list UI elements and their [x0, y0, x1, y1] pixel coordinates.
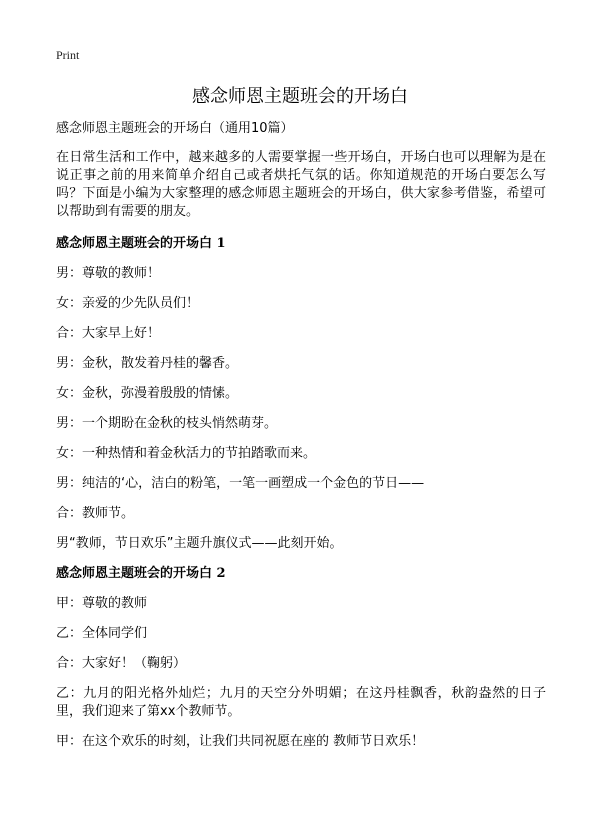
dialogue-line: 乙：九月的阳光格外灿烂；九月的天空分外明媚；在这丹桂飘香，秋韵盎然的日子里，我们迎来了第xx个教师节。	[56, 686, 546, 719]
dialogue-line: 合：大家早上好！	[56, 326, 161, 341]
section-heading-2: 感念师恩主题班会的开场白 2	[56, 566, 226, 581]
print-link[interactable]: Print	[56, 48, 80, 62]
dialogue-line: 女：一种热情和着金秋活力的节拍踏歌而来。	[56, 446, 317, 461]
dialogue-line: 女：金秋，弥漫着殷殷的情愫。	[56, 386, 239, 401]
dialogue-line: 合：大家好！（鞠躬）	[56, 656, 187, 671]
dialogue-line: 甲：在这个欢乐的时刻，让我们共同祝愿在座的 教师节日欢乐！	[56, 734, 425, 749]
document-subtitle: 感念师恩主题班会的开场白（通用10篇）	[56, 121, 294, 136]
dialogue-line: 男：金秋，散发着丹桂的馨香。	[56, 356, 239, 371]
document-body	[56, 120, 546, 763]
section-heading-1: 感念师恩主题班会的开场白 1	[56, 236, 226, 251]
dialogue-line: 甲：尊敬的教师	[56, 596, 148, 611]
dialogue-line: 男“教师，节日欢乐”主题升旗仪式——此刻开始。	[56, 536, 343, 551]
dialogue-line: 合：教师节。	[56, 506, 135, 521]
dialogue-line: 男：尊敬的教师！	[56, 266, 161, 281]
document-title: 感念师恩主题班会的开场白	[192, 86, 408, 107]
intro-paragraph: 在日常生活和工作中，越来越多的人需要掌握一些开场白，开场白也可以理解为是在说正事之前的用来简单介绍自己或者烘托气氛的话。你知道规范的开场白要怎么写吗？下面是小编为大家整理的感念师恩主题班会的开场白，供大家参考借鉴，希望可以帮助到有需要的朋友。	[56, 150, 546, 219]
dialogue-line: 男：一个期盼在金秋的枝头悄然萌芽。	[56, 416, 278, 431]
dialogue-line: 女：亲爱的少先队员们！	[56, 296, 200, 311]
dialogue-line: 乙：全体同学们	[56, 626, 148, 641]
dialogue-line: 男：纯洁的‘心，洁白的粉笔，一笔一画塑成一个金色的节日——	[56, 476, 425, 491]
